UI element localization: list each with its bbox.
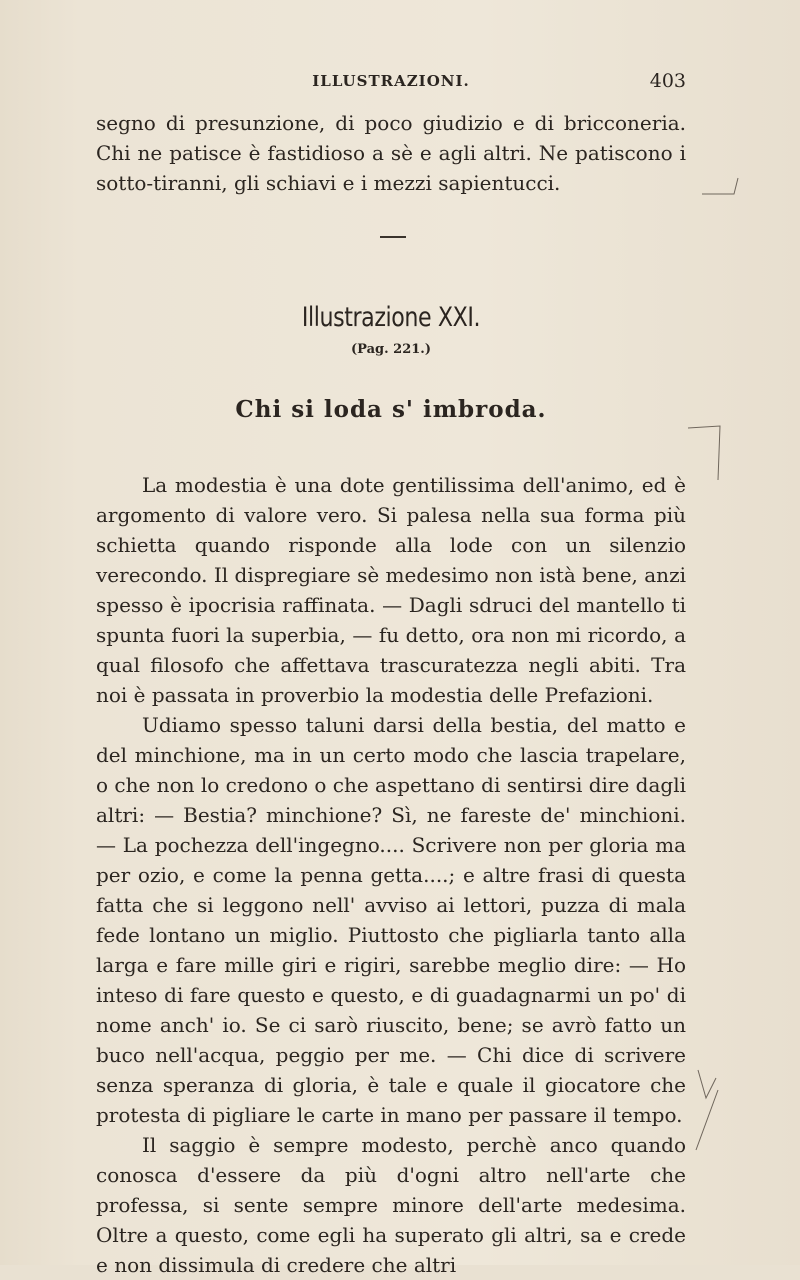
pencil-mark-middle	[680, 410, 740, 490]
paragraph-3: Il saggio è sempre modesto, perchè anco quando conosca d'essere da più d'ogni altro nell'arte che professa, si sente sempre minore dell'arte medesima. Oltre a questo, come egli ha superato gli altri, sa e crede e non dissimula di credere che altri	[96, 1133, 686, 1277]
pencil-mark-top	[690, 140, 750, 200]
illustration-title: Illustrazione XXI.	[301, 302, 481, 333]
paragraph-text: segno di presunzione, di poco giudizio e di bricconeria. Chi ne patisce è fastidioso a sè e agli altri. Ne patiscono i sotto-tiranni, gli schiavi e i mezzi sapientucci.	[96, 111, 686, 195]
continued-paragraph	[96, 108, 686, 198]
page-number: 403	[649, 70, 686, 92]
running-title: ILLUSTRAZIONI.	[312, 72, 470, 90]
pencil-mark-bottom	[690, 1050, 730, 1160]
running-head	[96, 70, 686, 94]
section-divider	[380, 236, 406, 238]
page-reference: (Pag. 221.)	[351, 342, 431, 357]
paragraph-2: Udiamo spesso taluni darsi della bestia, del matto e del minchione, ma in un certo modo che lascia trapelare, o che non lo credono o che aspettano di sentirsi dire dagli altri: — Bestia? minchione? Sì, ne fareste de' minchioni. — La pochezza dell'ingegno.... Scrivere non per gloria ma per ozio, e come la penna getta....; e altre frasi di questa fatta che si leggono nell' avviso ai lettori, puzza di mala fede lontano un miglio. Piuttosto che pigliarla tanto alla larga e fare mille giri e rigiri, sarebbe meglio dire: — Ho inteso di fare questo e questo, e di guadagnarmi un po' di nome anch' io. Se ci sarò riuscito, bene; se avrò fatto un buco nell'acqua, peggio per me. — Chi dice di scrivere senza speranza di gloria, è tale e quale il giocatore che protesta di pigliare le carte in mano per passare il tempo.	[96, 713, 686, 1127]
paragraph-1: La modestia è una dote gentilissima dell'animo, ed è argomento di valore vero. Si palesa nella sua forma più schietta quando risponde alla lode con un silenzio verecondo. Il dispregiare sè medesimo non istà bene, anzi spesso è ipocrisia raffinata. — Dagli sdruci del mantello ti spunta fuori la superbia, — fu detto, ora non mi ricordo, a qual filosofo che affettava trascuratezza negli abiti. Tra noi è passata in proverbio la modestia delle Prefazioni.	[96, 473, 686, 707]
body-text	[96, 470, 686, 1280]
section-subtitle: Chi si loda s' imbroda.	[235, 396, 547, 423]
